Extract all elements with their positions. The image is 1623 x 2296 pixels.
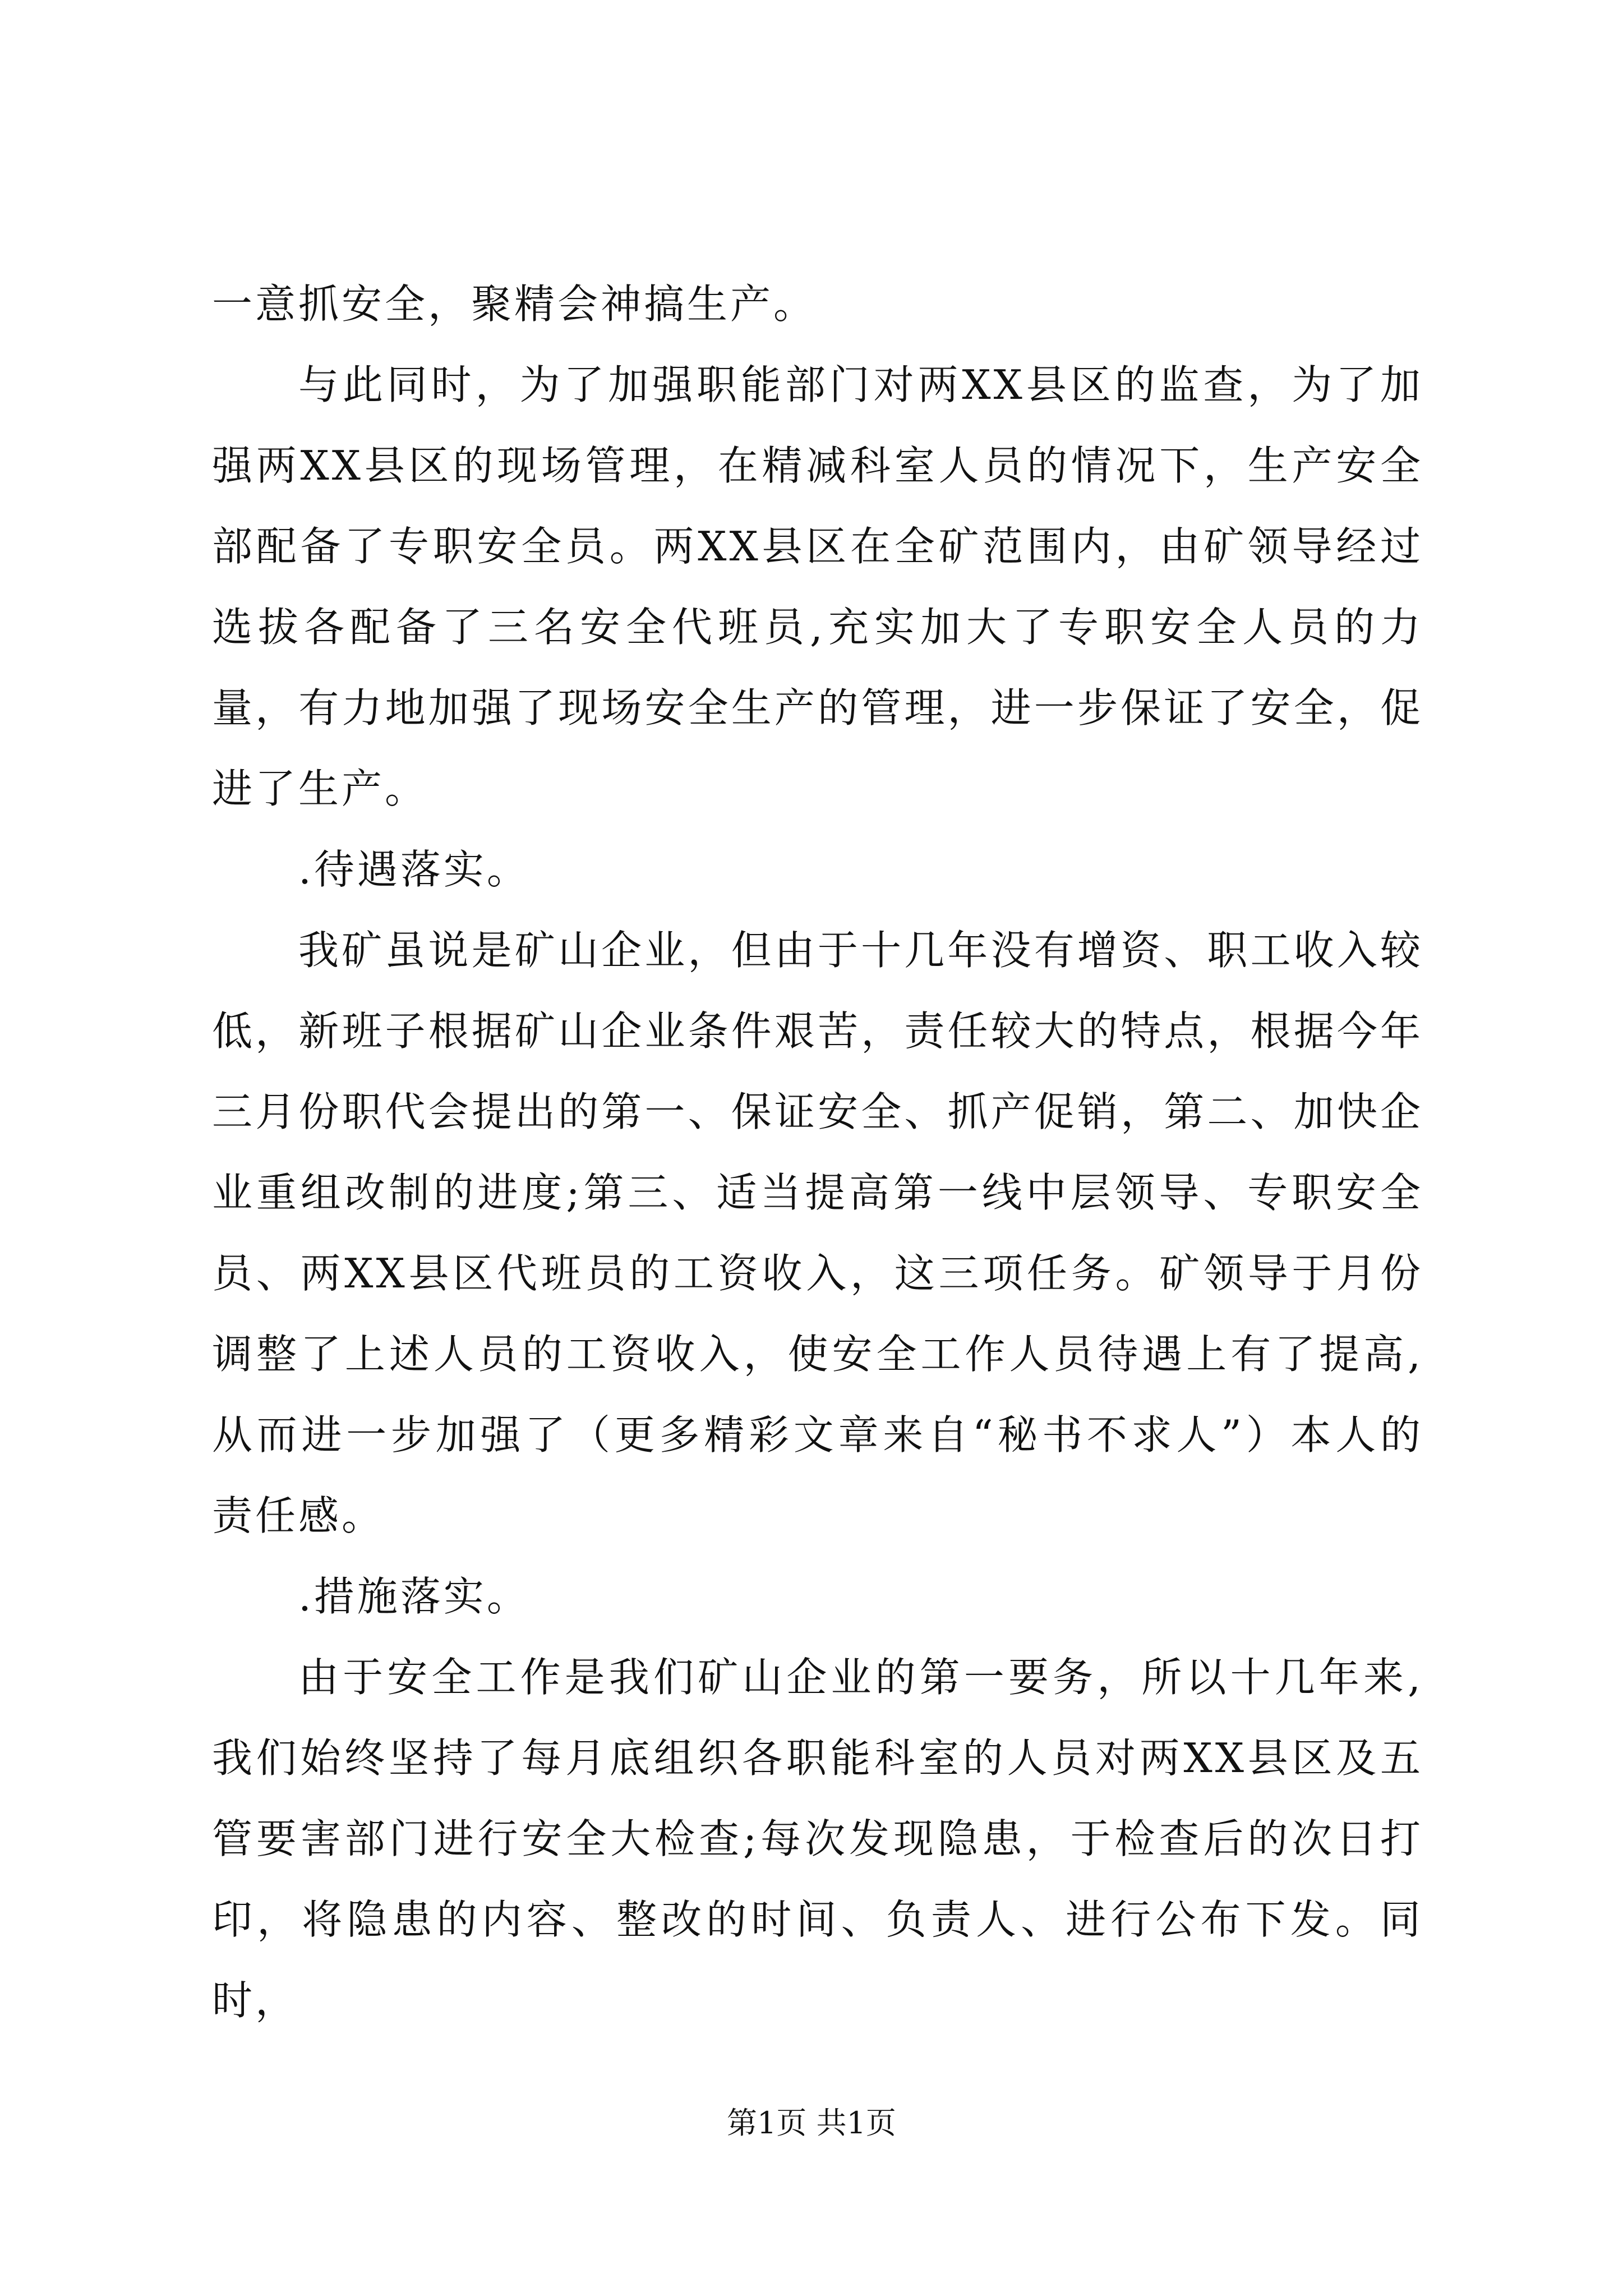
page-footer	[0, 2101, 1623, 2146]
paragraph-supervision: 与此同时，为了加强职能部门对两XX县区的监查，为了加强两XX县区的现场管理，在精减科室人员的情况下，生产安全部配备了专职安全员。两XX县区在全矿范围内，由矿领导经过选拔各配备了三名安全代班员,充实加大了专职安全人员的力量，有力地加强了现场安全生产的管理，进一步保证了安全，促进了生产。	[212, 361, 1423, 812]
paragraph-continuation: 一意抓安全，聚精会神搞生产。	[212, 280, 817, 328]
paragraph-measures: 由于安全工作是我们矿山企业的第一要务，所以十几年来,我们始终坚持了每月底组织各职能科室的人员对两XX县区及五管要害部门进行安全大检查;每次发现隐患，于检查后的次日打印，将隐患的内容、整改的时间、负责人、进行公布下发。同时，	[212, 1654, 1423, 2024]
section-heading-measures: .措施落实。	[298, 1573, 530, 1620]
document-body	[212, 264, 1423, 2041]
section-heading-treatment: .待遇落实。	[298, 846, 530, 893]
paragraph-treatment: 我矿虽说是矿山企业，但由于十几年没有增资、职工收入较低，新班子根据矿山企业条件艰苦，责任较大的特点，根据今年三月份职代会提出的第一、保证安全、抓产促销，第二、加快企业重组改制的进度;第三、适当提高第一线中层领导、专职安全员、两XX县区代班员的工资收入，这三项任务。矿领导于月份调整了上述人员的工资收入，使安全工作人员待遇上有了提高,从而进一步加强了（更多精彩文章来自“秘书不求人”）本人的责任感。	[212, 927, 1423, 1539]
page-number-label: 第1页 共1页	[727, 2105, 896, 2141]
